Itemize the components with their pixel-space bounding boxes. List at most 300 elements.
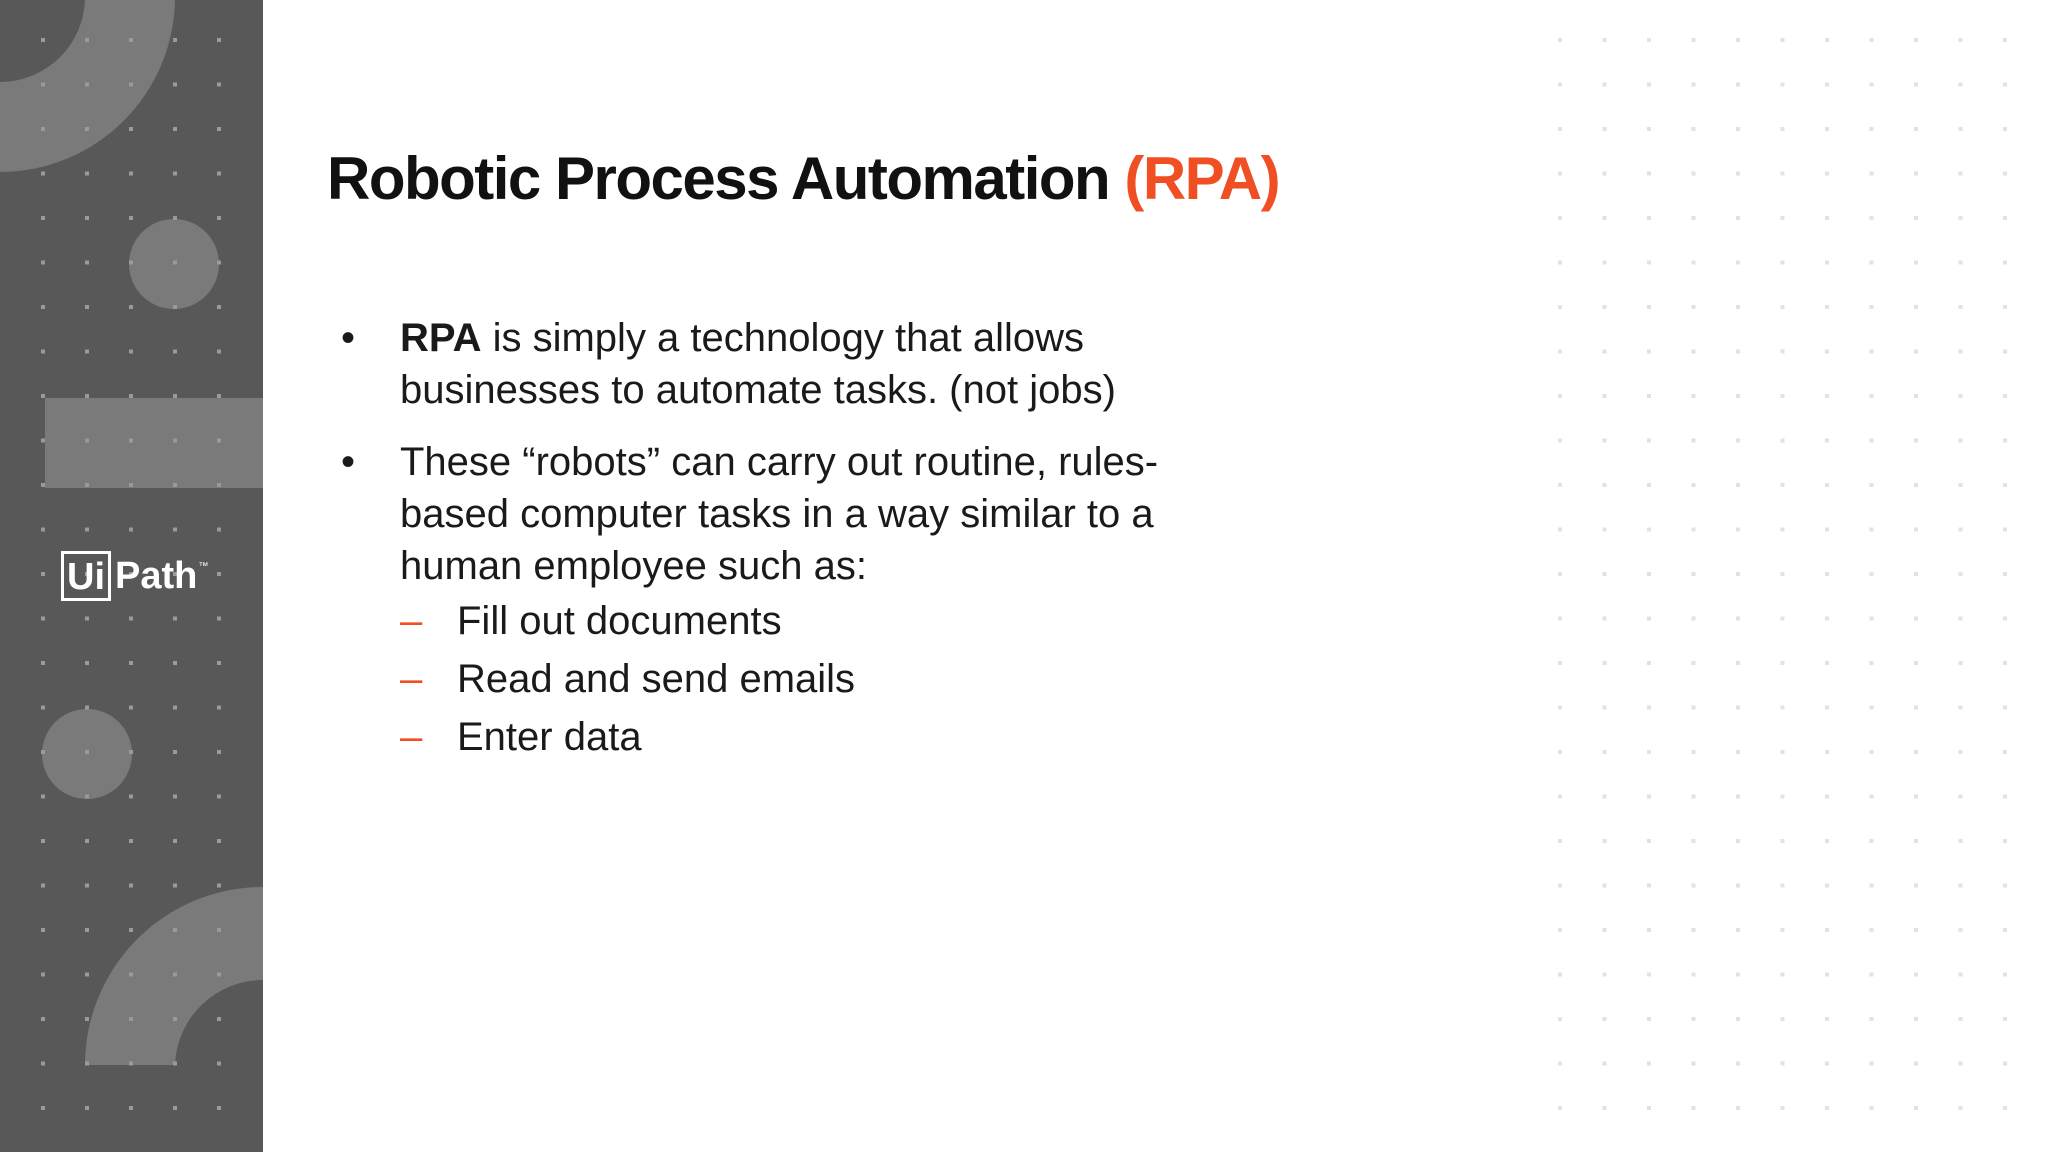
background-dot (1914, 661, 1918, 665)
sidebar-dot (41, 928, 45, 932)
sidebar-dot (217, 439, 221, 443)
background-dot (1603, 973, 1607, 977)
background-dot (1870, 795, 1874, 799)
background-dot (1870, 350, 1874, 354)
sidebar-dot (129, 394, 133, 398)
background-dot (1781, 528, 1785, 532)
background-dot (1558, 1062, 1562, 1066)
background-dot (1870, 706, 1874, 710)
background-dot (1870, 572, 1874, 576)
sidebar-dot (217, 216, 221, 220)
background-dot (1647, 483, 1651, 487)
sidebar-dot (217, 973, 221, 977)
sidebar-dot (85, 127, 89, 131)
sidebar-dot (41, 839, 45, 843)
sidebar-dot (217, 350, 221, 354)
logo-trademark: ™ (198, 561, 209, 572)
background-dot (1825, 795, 1829, 799)
background-dot (1959, 973, 1963, 977)
background-dot (1692, 795, 1696, 799)
background-dot (1781, 750, 1785, 754)
sidebar-dot (217, 661, 221, 665)
sidebar-dot (129, 884, 133, 888)
background-dot (1647, 38, 1651, 42)
sidebar-dot (217, 1017, 221, 1021)
sidebar-dot (41, 261, 45, 265)
sidebar-dot (129, 216, 133, 220)
sidebar-dot (173, 261, 177, 265)
background-dot (1736, 706, 1740, 710)
sidebar-dot (173, 216, 177, 220)
sidebar-dot (41, 127, 45, 131)
background-dot (1781, 1106, 1785, 1110)
sidebar-dot (41, 216, 45, 220)
background-dot (2003, 706, 2007, 710)
sidebar-dot (129, 305, 133, 309)
sidebar-dot (85, 350, 89, 354)
background-dot (1736, 795, 1740, 799)
background-dot (1870, 617, 1874, 621)
background-dot (1692, 750, 1696, 754)
sidebar-dot (173, 305, 177, 309)
background-dot (1825, 973, 1829, 977)
background-dot (1914, 617, 1918, 621)
background-dot (1870, 1106, 1874, 1110)
bullet-marker: • (341, 440, 356, 484)
background-dot (1781, 661, 1785, 665)
background-dot (2003, 172, 2007, 176)
background-dot (1825, 172, 1829, 176)
background-dot (1959, 1017, 1963, 1021)
background-dot (1870, 1062, 1874, 1066)
sidebar-dot (41, 884, 45, 888)
sidebar-dot (41, 1017, 45, 1021)
background-dot (1736, 1017, 1740, 1021)
background-dot (1647, 528, 1651, 532)
background-dot (1692, 973, 1696, 977)
sidebar-dot (85, 795, 89, 799)
background-dot (1959, 439, 1963, 443)
background-dot (1914, 83, 1918, 87)
background-dot (1603, 439, 1607, 443)
background-dot (1959, 350, 1963, 354)
background-dot (1781, 1062, 1785, 1066)
background-dot (1647, 1106, 1651, 1110)
sidebar-dot (173, 617, 177, 621)
background-dot (2003, 394, 2007, 398)
background-dot (2003, 127, 2007, 131)
background-dot (1692, 617, 1696, 621)
background-dot (1692, 127, 1696, 131)
background-dot (1870, 839, 1874, 843)
sidebar-dot (217, 1062, 221, 1066)
sidebar-dot (41, 973, 45, 977)
background-dot (1603, 1062, 1607, 1066)
sidebar-dot (85, 528, 89, 532)
background-dot (1959, 884, 1963, 888)
sidebar-dot (129, 706, 133, 710)
background-dot (1825, 83, 1829, 87)
background-dot (1870, 528, 1874, 532)
background-dot (1736, 83, 1740, 87)
sidebar-dot (41, 661, 45, 665)
background-dot (1558, 572, 1562, 576)
sidebar-dot (217, 572, 221, 576)
sidebar-dot (217, 1106, 221, 1110)
background-dot (1914, 839, 1918, 843)
background-dot (2003, 617, 2007, 621)
background-dot (1870, 439, 1874, 443)
bullet-marker: • (341, 316, 356, 360)
background-dot (1647, 973, 1651, 977)
sub-item-dash: – (400, 599, 423, 643)
background-dot (1647, 127, 1651, 131)
sidebar-dot (173, 439, 177, 443)
background-dot (2003, 1017, 2007, 1021)
sidebar-dot (173, 394, 177, 398)
sidebar-dot (129, 83, 133, 87)
background-dot (1558, 439, 1562, 443)
sidebar-dot (41, 305, 45, 309)
sidebar-dot (129, 483, 133, 487)
background-dot (1870, 261, 1874, 265)
background-dot (1870, 884, 1874, 888)
background-dot (1959, 572, 1963, 576)
sub-item (327, 708, 1227, 766)
sidebar-dot (217, 394, 221, 398)
background-dot (1781, 928, 1785, 932)
background-dot (1558, 884, 1562, 888)
sidebar-dot (41, 394, 45, 398)
background-dot (1959, 661, 1963, 665)
background-dot (1825, 617, 1829, 621)
background-dot (1558, 750, 1562, 754)
background-dot (1914, 483, 1918, 487)
sidebar-dot (85, 661, 89, 665)
background-dot (1959, 483, 1963, 487)
sidebar-dot (129, 617, 133, 621)
background-dot (1914, 1062, 1918, 1066)
background-dot (1825, 305, 1829, 309)
background-dot (1736, 839, 1740, 843)
background-dot (1825, 483, 1829, 487)
bullet-bold-term: RPA (400, 316, 482, 360)
background-dot (2003, 1106, 2007, 1110)
sidebar-dot (85, 928, 89, 932)
background-dot (1825, 394, 1829, 398)
page-title (327, 144, 1279, 213)
sidebar-dot (41, 572, 45, 576)
background-dot (1959, 394, 1963, 398)
sidebar-dot (173, 706, 177, 710)
sidebar-dot (173, 38, 177, 42)
sidebar-dot (173, 661, 177, 665)
background-dot (1825, 127, 1829, 131)
bullet-text: These “robots” can carry out routine, rules-based computer tasks in a way similar to a human employee such as: (400, 440, 1159, 588)
background-dot (1781, 216, 1785, 220)
sub-item-dash: – (400, 715, 423, 759)
background-dot (1781, 172, 1785, 176)
background-dot (1558, 261, 1562, 265)
background-dot (1647, 261, 1651, 265)
background-dot (1959, 795, 1963, 799)
sidebar-band (45, 398, 263, 488)
background-dot (1736, 172, 1740, 176)
background-dot (1736, 528, 1740, 532)
sidebar-dot (41, 750, 45, 754)
background-dot (1736, 394, 1740, 398)
sub-item-text: Fill out documents (457, 599, 782, 643)
background-dot (1870, 750, 1874, 754)
background-dot (1914, 305, 1918, 309)
sidebar-dot (173, 884, 177, 888)
background-dot (1825, 661, 1829, 665)
background-dot (1647, 1062, 1651, 1066)
background-dot (1647, 706, 1651, 710)
background-dot (1692, 1062, 1696, 1066)
sidebar-dot (41, 172, 45, 176)
background-dot (1736, 884, 1740, 888)
background-dot (1647, 750, 1651, 754)
background-dot (1781, 439, 1785, 443)
sidebar-dot (129, 172, 133, 176)
background-dot (1692, 483, 1696, 487)
background-dot (1647, 83, 1651, 87)
sidebar-dot (41, 439, 45, 443)
background-dot (1692, 572, 1696, 576)
sidebar-dot (217, 750, 221, 754)
bullet-item-robots (327, 436, 1227, 592)
background-dot (1736, 305, 1740, 309)
background-dot (1558, 172, 1562, 176)
background-dot (1558, 661, 1562, 665)
title-accent: (RPA) (1124, 145, 1280, 212)
sidebar-dot (217, 839, 221, 843)
background-dot (1603, 661, 1607, 665)
background-dot (1781, 617, 1785, 621)
background-dot (1603, 350, 1607, 354)
background-dot (1781, 884, 1785, 888)
sidebar-dot (85, 1106, 89, 1110)
background-dot (1736, 750, 1740, 754)
background-dot (1781, 973, 1785, 977)
background-dot (1914, 572, 1918, 576)
background-dot (1959, 706, 1963, 710)
sidebar-dot (85, 706, 89, 710)
background-dot (1825, 216, 1829, 220)
sidebar-dot (41, 350, 45, 354)
background-dot (1781, 127, 1785, 131)
sidebar-dot (173, 172, 177, 176)
background-dot (1692, 394, 1696, 398)
background-dot (1603, 1106, 1607, 1110)
sidebar-dot (129, 839, 133, 843)
sidebar-dot (217, 617, 221, 621)
background-dot (1647, 839, 1651, 843)
sidebar-dot (129, 261, 133, 265)
sidebar-dot (173, 1017, 177, 1021)
background-dot (2003, 750, 2007, 754)
background-dot (1558, 83, 1562, 87)
background-dot (1692, 216, 1696, 220)
sidebar-dot (217, 38, 221, 42)
background-dot (1914, 350, 1918, 354)
background-dot (1647, 928, 1651, 932)
background-dot (1914, 1106, 1918, 1110)
background-dot (1825, 928, 1829, 932)
background-dot (1603, 928, 1607, 932)
background-dot (1647, 661, 1651, 665)
background-dot (1603, 172, 1607, 176)
background-dot (1603, 305, 1607, 309)
sidebar-dot (85, 394, 89, 398)
logo-ui-mark: Ui (61, 551, 111, 601)
background-dot (1736, 928, 1740, 932)
sidebar-dot (173, 83, 177, 87)
background-dot (1781, 706, 1785, 710)
background-dot (2003, 350, 2007, 354)
background-dot (1870, 216, 1874, 220)
background-dot (1870, 928, 1874, 932)
background-dot (1736, 661, 1740, 665)
sidebar-dot (173, 928, 177, 932)
background-dot (1736, 1106, 1740, 1110)
sidebar-dot (217, 884, 221, 888)
background-dot (1781, 795, 1785, 799)
background-dot (1692, 706, 1696, 710)
sidebar-dot (173, 795, 177, 799)
background-dot (2003, 839, 2007, 843)
background-dot (1647, 1017, 1651, 1021)
background-dot (1558, 483, 1562, 487)
background-dot (1692, 884, 1696, 888)
background-dot (1914, 261, 1918, 265)
background-dot (1603, 572, 1607, 576)
sidebar-dot (217, 483, 221, 487)
background-dot (1558, 795, 1562, 799)
background-dot (1914, 1017, 1918, 1021)
background-dot (1692, 1017, 1696, 1021)
background-dot (1959, 261, 1963, 265)
sidebar-dot (85, 216, 89, 220)
background-dot (1558, 617, 1562, 621)
background-dot (1959, 216, 1963, 220)
background-dot (1603, 839, 1607, 843)
background-dot (2003, 928, 2007, 932)
background-dot (1558, 1106, 1562, 1110)
sidebar-dot (41, 1062, 45, 1066)
sidebar-dot (41, 1106, 45, 1110)
sidebar-dot (129, 350, 133, 354)
background-dot (1781, 1017, 1785, 1021)
background-dot (1914, 706, 1918, 710)
sidebar-dot (85, 1062, 89, 1066)
uipath-logo (61, 551, 208, 601)
background-dot (1692, 350, 1696, 354)
background-dot (1603, 528, 1607, 532)
sidebar-dot (129, 795, 133, 799)
background-dot (1603, 261, 1607, 265)
background-dot (1647, 350, 1651, 354)
background-dot (1825, 38, 1829, 42)
background-dot (1914, 127, 1918, 131)
background-dot (1959, 1106, 1963, 1110)
background-dot (1781, 839, 1785, 843)
sidebar-dot (217, 83, 221, 87)
sidebar-dot (217, 528, 221, 532)
sidebar-dot (217, 795, 221, 799)
background-dot (1603, 38, 1607, 42)
background-dot (1870, 83, 1874, 87)
background-dot (1825, 1017, 1829, 1021)
background-dot (1914, 884, 1918, 888)
sidebar-dot (85, 83, 89, 87)
decorative-sidebar (0, 0, 263, 1152)
background-dot (1959, 38, 1963, 42)
background-dot (1603, 216, 1607, 220)
background-dot (1781, 572, 1785, 576)
background-dot (1914, 216, 1918, 220)
background-dot (1870, 483, 1874, 487)
background-dot (1914, 528, 1918, 532)
background-dot (1959, 172, 1963, 176)
sidebar-dot (129, 439, 133, 443)
background-dot (1736, 483, 1740, 487)
sidebar-dot (173, 750, 177, 754)
background-dot (1959, 750, 1963, 754)
background-dot (2003, 973, 2007, 977)
sidebar-dot (85, 483, 89, 487)
background-dot (2003, 439, 2007, 443)
background-dot (1959, 1062, 1963, 1066)
background-dot (1959, 83, 1963, 87)
sidebar-dot (85, 439, 89, 443)
sidebar-dot (173, 1062, 177, 1066)
background-dot (1825, 572, 1829, 576)
background-dot (2003, 572, 2007, 576)
background-dot (2003, 305, 2007, 309)
background-dot (1870, 305, 1874, 309)
sidebar-dot (85, 38, 89, 42)
background-dot (1647, 394, 1651, 398)
background-dot (1603, 483, 1607, 487)
background-dot (2003, 795, 2007, 799)
background-dot (1959, 617, 1963, 621)
sidebar-dot (85, 884, 89, 888)
background-dot (1736, 216, 1740, 220)
background-dot (1603, 617, 1607, 621)
background-dot (2003, 528, 2007, 532)
sidebar-dot (85, 973, 89, 977)
background-dot (2003, 83, 2007, 87)
sidebar-dot (217, 706, 221, 710)
background-dot (1825, 261, 1829, 265)
sub-item (327, 592, 1227, 650)
background-dot (1870, 661, 1874, 665)
background-dot (1603, 1017, 1607, 1021)
background-dot (1870, 973, 1874, 977)
background-dot (1914, 172, 1918, 176)
background-dot (1870, 38, 1874, 42)
background-dot (1825, 884, 1829, 888)
background-dot (1558, 127, 1562, 131)
background-dot (2003, 261, 2007, 265)
sidebar-dot (173, 350, 177, 354)
background-dot (1736, 617, 1740, 621)
background-dot (2003, 38, 2007, 42)
background-dot (1914, 439, 1918, 443)
background-dot (2003, 483, 2007, 487)
